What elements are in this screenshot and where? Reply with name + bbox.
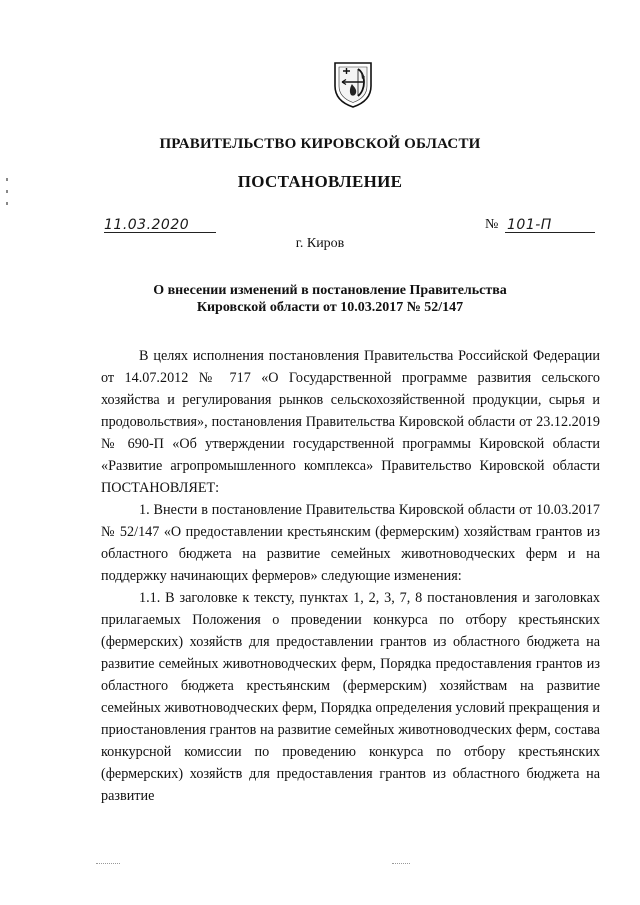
document-date-field — [104, 214, 216, 236]
organization-title: ПРАВИТЕЛЬСТВО КИРОВСКОЙ ОБЛАСТИ — [159, 136, 481, 152]
body-paragraph-item-1-1: 1.1. В заголовке к тексту, пунктах 1, 2, 3, 7, 8 постановления и заголовках прилагаемых Положения о проведении конкурса по отбору крестьянских (фермерских) хозяйств для предоставлении грантов из областного бюджета на развитие семейных животноводческих ферм, Порядка предоставления грантов из областного бюджета крестьянским (фермерским) хозяйствам на развитие семейных животноводческих ферм, Порядка определения условий прекращения и приостановления грантов на развитие семейных животноводческих ферм, состава конкурсной комиссии по проведению конкурса по отбору крестьянских (фермерских) хозяйств для предоставления грантов из областного бюджета на развитие — [101, 590, 600, 804]
document-type-title: ПОСТАНОВЛЕНИЕ — [237, 172, 403, 191]
date-underline — [104, 232, 216, 233]
coat-of-arms-icon — [332, 60, 374, 108]
city-name: г. Киров — [295, 236, 345, 251]
number-underline — [505, 232, 595, 233]
document-date: 11.03.2020 — [104, 217, 190, 233]
document-body — [101, 345, 600, 807]
number-sign: № — [485, 217, 499, 232]
body-paragraph-preamble: В целях исполнения постановления Правительства Российской Федерации от 14.07.2012 № 717 «О Государственной программе развития сельского хозяйства и регулирования рынков сельскохозяйственной продукции, сырья и продовольствия», постановления Правительства Кировской области от 23.12.2019 № 690-П «Об утверждении государственной программы Кировской области «Развитие агропромышленного комплекса» Правительство Кировской области ПОСТАНОВЛЯЕТ: — [101, 348, 600, 496]
body-paragraph-item-1: 1. Внести в постановление Правительства Кировской области от 10.03.2017 № 52/147 «О предоставлении крестьянским (фермерским) хозяйствам грантов из областного бюджета на развитие семейных животноводческих ферм и на поддержку начинающих фермеров» следующие изменения: — [101, 502, 600, 584]
document-subject — [80, 282, 580, 316]
scan-mark-left — [96, 863, 120, 865]
document-number: 101-П — [507, 217, 552, 233]
subject-line-1: О внесении изменений в постановление Правительства — [153, 283, 507, 298]
subject-line-2: Кировской области от 10.03.2017 № 52/147 — [196, 300, 464, 315]
scan-mark-right — [392, 863, 410, 865]
binding-marks — [6, 178, 10, 208]
document-number-field — [485, 214, 595, 236]
